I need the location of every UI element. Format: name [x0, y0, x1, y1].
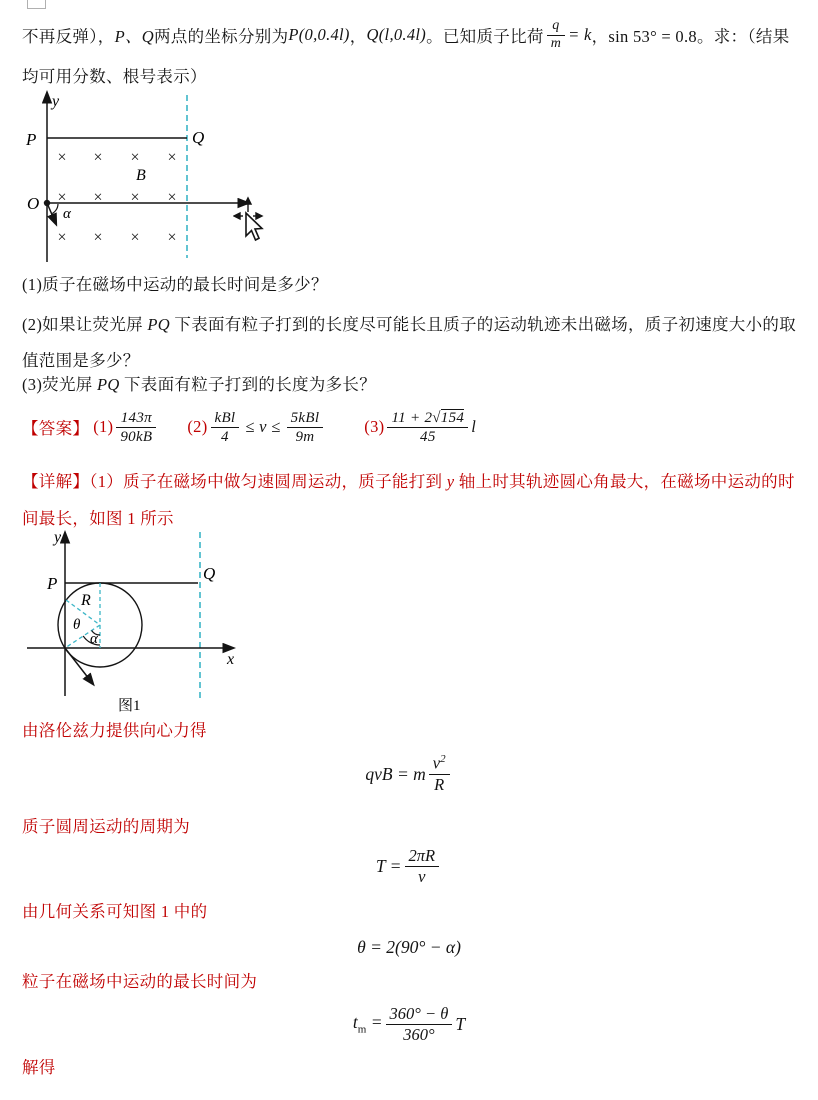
solution-step-3: 由几何关系可知图 1 中的	[22, 902, 208, 921]
solution-step-1: 由洛伦兹力提供向心力得	[22, 721, 207, 740]
radius-r-label: R	[81, 592, 91, 609]
point-p-label: P	[47, 574, 58, 593]
intro-line-1	[22, 12, 790, 58]
charge-mass-ratio-fraction: $\frac{q}{m}$	[547, 18, 565, 53]
field-cross: ×	[130, 229, 140, 246]
figure-caption: 图1	[118, 698, 141, 714]
formula-fraction: $\frac{2\pi R}{v}$	[405, 846, 440, 887]
answer-row	[22, 404, 476, 450]
intro-text: 不再反弹），	[22, 27, 115, 46]
field-cross: ×	[93, 149, 103, 166]
intro-math: P、Q	[114, 27, 154, 46]
point-q-label: Q	[203, 564, 216, 583]
answer-2-index: (2)	[187, 417, 208, 436]
intro-text: 两点的坐标分别为	[153, 27, 289, 46]
formula-period: T = $\frac{2\pi R}{v}$	[0, 841, 818, 891]
formula-lorentz: qvB = m $\frac{v^2}{R}$	[0, 750, 818, 798]
formula-fraction: $\frac{v^2}{R}$	[429, 753, 450, 794]
intro-text: ，sin 53° = 0.8。求：（结果	[591, 27, 790, 46]
field-cross: ×	[167, 189, 177, 206]
answer-label: 【答案】	[22, 419, 90, 438]
field-cross: ×	[130, 149, 140, 166]
field-cross-grid	[57, 149, 176, 246]
solution-step-4: 粒子在磁场中运动的最长时间为	[22, 972, 258, 991]
field-cross: ×	[57, 149, 67, 166]
answer-3-variable: l	[471, 417, 477, 436]
field-cross: ×	[167, 229, 177, 246]
pq-math: PQ	[96, 375, 120, 394]
answer-1-index: (1)	[93, 417, 114, 436]
answer-2-inequality: ≤ v ≤	[245, 417, 281, 436]
point-p-label: P	[26, 130, 37, 149]
answer-3-index: (3)	[364, 417, 385, 436]
point-q-label: Q	[192, 128, 205, 147]
alpha-label: α	[63, 206, 71, 222]
field-cross: ×	[57, 189, 67, 206]
y-axis-label: y	[54, 529, 62, 546]
solution-step-2: 质子圆周运动的周期为	[22, 817, 190, 836]
formula-max-time: $t_m$ = $\frac{360^\circ - \theta}{360^\circ}$ T	[352, 1003, 466, 1044]
alpha-label: α	[90, 631, 98, 647]
field-cross: ×	[167, 149, 177, 166]
figure-trajectory-diagram	[25, 526, 257, 718]
y-axis-label: y	[52, 93, 60, 110]
x-axis-label: x	[227, 651, 235, 668]
question-3: (3)荧光屏 PQ 下表面有粒子打到的长度为多长？	[22, 375, 377, 394]
formula-fraction: $\frac{360^\circ - \theta}{360^\circ}$	[386, 1004, 453, 1045]
answer-2-fraction-left: $\frac{\text{kBl}}{4}$	[211, 409, 240, 446]
field-cross: ×	[93, 189, 103, 206]
move-cursor-icon	[233, 196, 269, 244]
page-edge-box	[27, 0, 46, 9]
field-cross: ×	[57, 229, 67, 246]
solution-intro: 【详解】（1）质子在磁场中做匀速圆周运动，质子能打到 y 轴上时其轨迹圆心角最大，在磁场中运动的时间最长，如图 1 所示	[22, 472, 795, 528]
solution-step-5: 解得	[22, 1058, 56, 1077]
y-axis-math: y	[446, 472, 455, 491]
intro-text: 。已知质子比荷	[426, 27, 544, 46]
intro-math: Q(l,0.4l)	[366, 25, 427, 44]
answer-2-fraction-right: $\frac{\text{5kBl}}{9m}$	[287, 409, 324, 446]
pq-math: PQ	[147, 315, 170, 334]
answer-3-fraction: $\frac{11 + 2√154}{45}$	[387, 409, 468, 446]
intro-math: = k	[568, 25, 592, 44]
formula-theta: θ = 2(90° − α)	[357, 936, 461, 957]
question-1: (1)质子在磁场中运动的最长时间是多少？	[22, 275, 328, 294]
intro-line-2: 均可用分数、根号表示）	[22, 67, 207, 86]
theta-label: θ	[73, 617, 81, 633]
field-b-label: B	[136, 167, 146, 184]
answer-1-fraction: $\frac{143\pi}{90kB}$	[116, 409, 156, 446]
origin-o-label: O	[27, 194, 40, 213]
field-cross: ×	[93, 229, 103, 246]
question-2: (2)如果让荧光屏 PQ 下表面有粒子打到的长度尽可能长且质子的运动轨迹未出磁场，质子初速度大小的取值范围是多少？	[22, 315, 797, 370]
intro-text: ，	[349, 27, 367, 46]
intro-math: P(0,0.4l)	[288, 25, 350, 44]
radical-sign: √	[432, 409, 441, 426]
field-cross: ×	[130, 189, 140, 206]
